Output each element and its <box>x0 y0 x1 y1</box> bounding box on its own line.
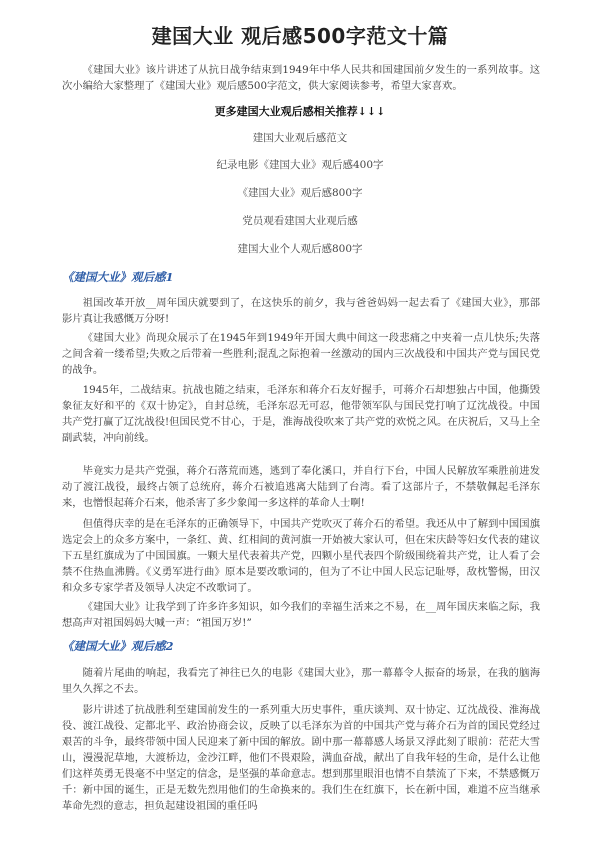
related-link[interactable]: 《建国大业》观后感800字 <box>237 187 363 199</box>
page-title: 建国大业 观后感500字范文十篇 <box>151 24 449 48</box>
section-heading-1: 《建国大业》观后感1 <box>62 270 174 284</box>
related-link[interactable]: 建国大业个人观后感800字 <box>237 243 363 255</box>
related-link[interactable]: 纪录电影《建国大业》观后感400字 <box>216 159 384 171</box>
body-paragraph: 但值得庆幸的是在毛泽东的正确领导下，中国共产党吹灭了蒋介石的希望。我还从中了解到中国国旗选定会上的众多方案中，一条红、黄、红相间的黄河旗一开始被大家认可，但在宋庆龄等妇女代表的建议下五星红旗成为了中国国旗。一颗大星代表着共产党，四颗小星代表四个阶级围绕着共产党，让人看了会禁不住热血沸腾。《义勇军进行曲》原本是要改歌词的，但为了不让中国人民忘记耻辱，敌枕警惕，田汉和众多专家学者及领导人决定不改歌词了。 <box>62 518 540 594</box>
intro-paragraph: 《建国大业》该片讲述了从抗日战争结束到1949年中华人民共和国建国前夕发生的一系列故事。这次小编给大家整理了《建国大业》观后感500字范文，供大家阅读参考，希望大家喜欢。 <box>62 64 540 92</box>
more-recommendations-heading: 更多建国大业观后感相关推荐↓↓↓ <box>214 105 386 118</box>
body-paragraph: 毕竟实力是共产党强，蒋介石落荒而逃，逃到了奉化溪口，并自行下台，中国人民解放军乘胜前进发动了渡江战役，最终占领了总统府，蒋介石被追逃离大陆到了台湾。看了这部片子，不禁敬佩起毛泽东来，也憎恨起蒋介石来，他杀害了多少象闻一多这样的革命人士啊! <box>62 465 540 509</box>
body-paragraph: 祖国改革开放__周年国庆就要到了，在这快乐的前夕，我与爸爸妈妈一起去看了《建国大业》，那部影片真让我感慨万分呀! <box>62 297 540 325</box>
related-link[interactable]: 党员观看建国大业观后感 <box>242 215 358 227</box>
body-paragraph: 《建国大业》尚现众展示了在1945年到1949年开国大典中间这一段悲痛之中夹着一点儿快乐;失落之间含着一缕希望;失败之后带着一些胜利;混乱之际抱着一丝激动的国内三次战役和中国共产党与国民党的战争。 <box>62 332 540 376</box>
body-paragraph: 《建国大业》让我学到了许多许多知识，如今我们的幸福生活来之不易，在__周年国庆来临之际，我想高声对祖国妈妈大喊一声：“祖国万岁!” <box>62 601 540 629</box>
body-paragraph: 影片讲述了抗战胜利至建国前发生的一系列重大历史事件，重庆谈判、双十协定、辽沈战役、淮海战役、渡江战役、定都北平、政治协商会议，反映了以毛泽东为首的中国共产党与蒋介石为首的国民党经过艰苦的斗争，最终带领中国人民迎来了新中国的解放。剧中那一幕幕感人场景又浮此刻了眼前：茫茫大雪山，漫漫泥草地，大渡桥边，金沙江畔，他们不畏艰险，满血奋战，献出了自我年轻的生命，是什么让他们这样英勇无畏毫不中坚定的信念，是坚强的革命意志。想到那里眼泪也情不自禁流了下来，不禁感慨万千：新中国的诞生，正是无数先烈用他们的生命换来的。我们生在红旗下，长在新中国，难道不应当继承革命先烈的意志，担负起建设祖国的重任吗 <box>62 704 540 812</box>
section-heading-2: 《建国大业》观后感2 <box>62 639 174 653</box>
body-paragraph: 随着片尾曲的响起，我看完了神往已久的电影《建国大业》，那一幕幕令人振奋的场景，在我的脑海里久久挥之不去。 <box>62 667 540 695</box>
related-link[interactable]: 建国大业观后感范文 <box>252 132 348 144</box>
body-paragraph: 1945年，二战结束。抗战也随之结束，毛泽东和蒋介石友好握手，可蒋介石却想独占中国，他撕毁象征友好和平的《双十协定》，自封总统，毛泽东忍无可忍，他带领军队与国民党打响了辽沈战役。中国共产党打赢了辽沈战役!但国民党不甘心，于是，淮海战役吹来了共产党的欢悦之风。在庆祝后，又马上全副武装，冲向前线。 <box>62 384 540 444</box>
